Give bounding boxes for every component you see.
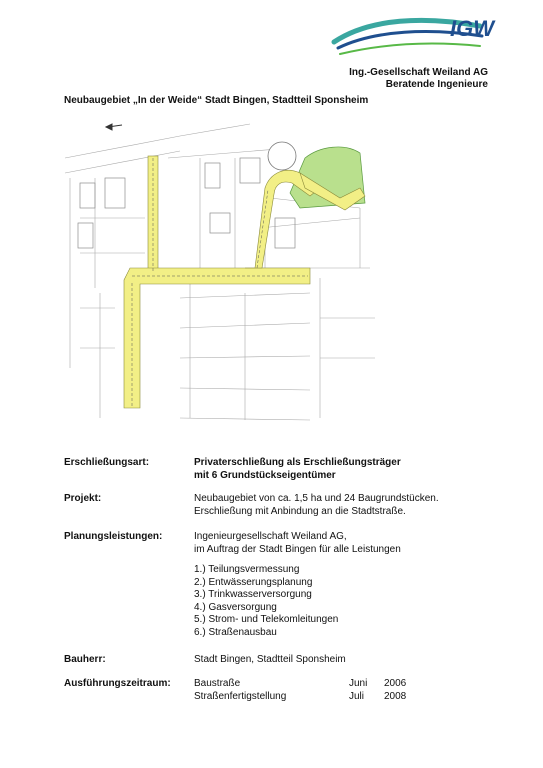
- planung-item: 5.) Strom- und Telekomleitungen: [194, 614, 339, 625]
- company-subtitle: Beratende Ingenieure: [385, 79, 488, 90]
- schedule-table: [194, 678, 434, 703]
- erschliessungsart-line1: Privaterschließung als Erschließungsträger: [194, 457, 401, 468]
- schedule-month: Juli: [349, 690, 365, 702]
- schedule-month: Juni: [349, 678, 368, 689]
- project-title: Neubaugebiet „In der Weide“ Stadt Bingen, Stadtteil Sponsheim: [64, 95, 369, 106]
- planung-value: [194, 531, 494, 639]
- schedule-row: [194, 691, 434, 704]
- planung-line2: im Auftrag der Stadt Bingen für alle Leistungen: [194, 543, 401, 555]
- schedule-row: [194, 678, 434, 691]
- erschliessungsart-value: [194, 457, 494, 482]
- projekt-line1: Neubaugebiet von ca. 1,5 ha und 24 Baugrundstücken.: [194, 493, 439, 504]
- planung-item: 3.) Trinkwasserversorgung: [194, 589, 312, 600]
- igw-logo: [330, 12, 498, 60]
- logo-text: IGW: [450, 16, 494, 41]
- planung-label: Planungsleistungen:: [64, 531, 163, 542]
- schedule-year: 2008: [384, 690, 407, 702]
- schedule-year: 2006: [384, 678, 407, 689]
- planung-item: 2.) Entwässerungsplanung: [194, 576, 313, 588]
- bauherr-label: Bauherr:: [64, 654, 106, 665]
- projekt-value: [194, 493, 494, 518]
- planung-item: 1.) Teilungsvermessung: [194, 564, 300, 575]
- ausfuehrung-label: Ausführungszeitraum:: [64, 678, 171, 689]
- site-plan: [60, 118, 380, 438]
- projekt-line2: Erschließung mit Anbindung an die Stadtstraße.: [194, 505, 406, 517]
- planung-line1: Ingenieurgesellschaft Weiland AG,: [194, 531, 347, 542]
- company-name: Ing.-Gesellschaft Weiland AG: [349, 67, 488, 78]
- erschliessungsart-line2: mit 6 Grundstückseigentümer: [194, 469, 336, 481]
- company-block: [349, 67, 488, 91]
- schedule-name: Baustraße: [194, 678, 241, 689]
- schedule-name: Straßenfertigstellung: [194, 690, 287, 702]
- planung-item: 6.) Straßenausbau: [194, 626, 277, 638]
- erschliessungsart-label: Erschließungsart:: [64, 457, 150, 468]
- bauherr-value: Stadt Bingen, Stadtteil Sponsheim: [194, 654, 346, 665]
- projekt-label: Projekt:: [64, 493, 102, 504]
- planung-item: 4.) Gasversorgung: [194, 601, 277, 613]
